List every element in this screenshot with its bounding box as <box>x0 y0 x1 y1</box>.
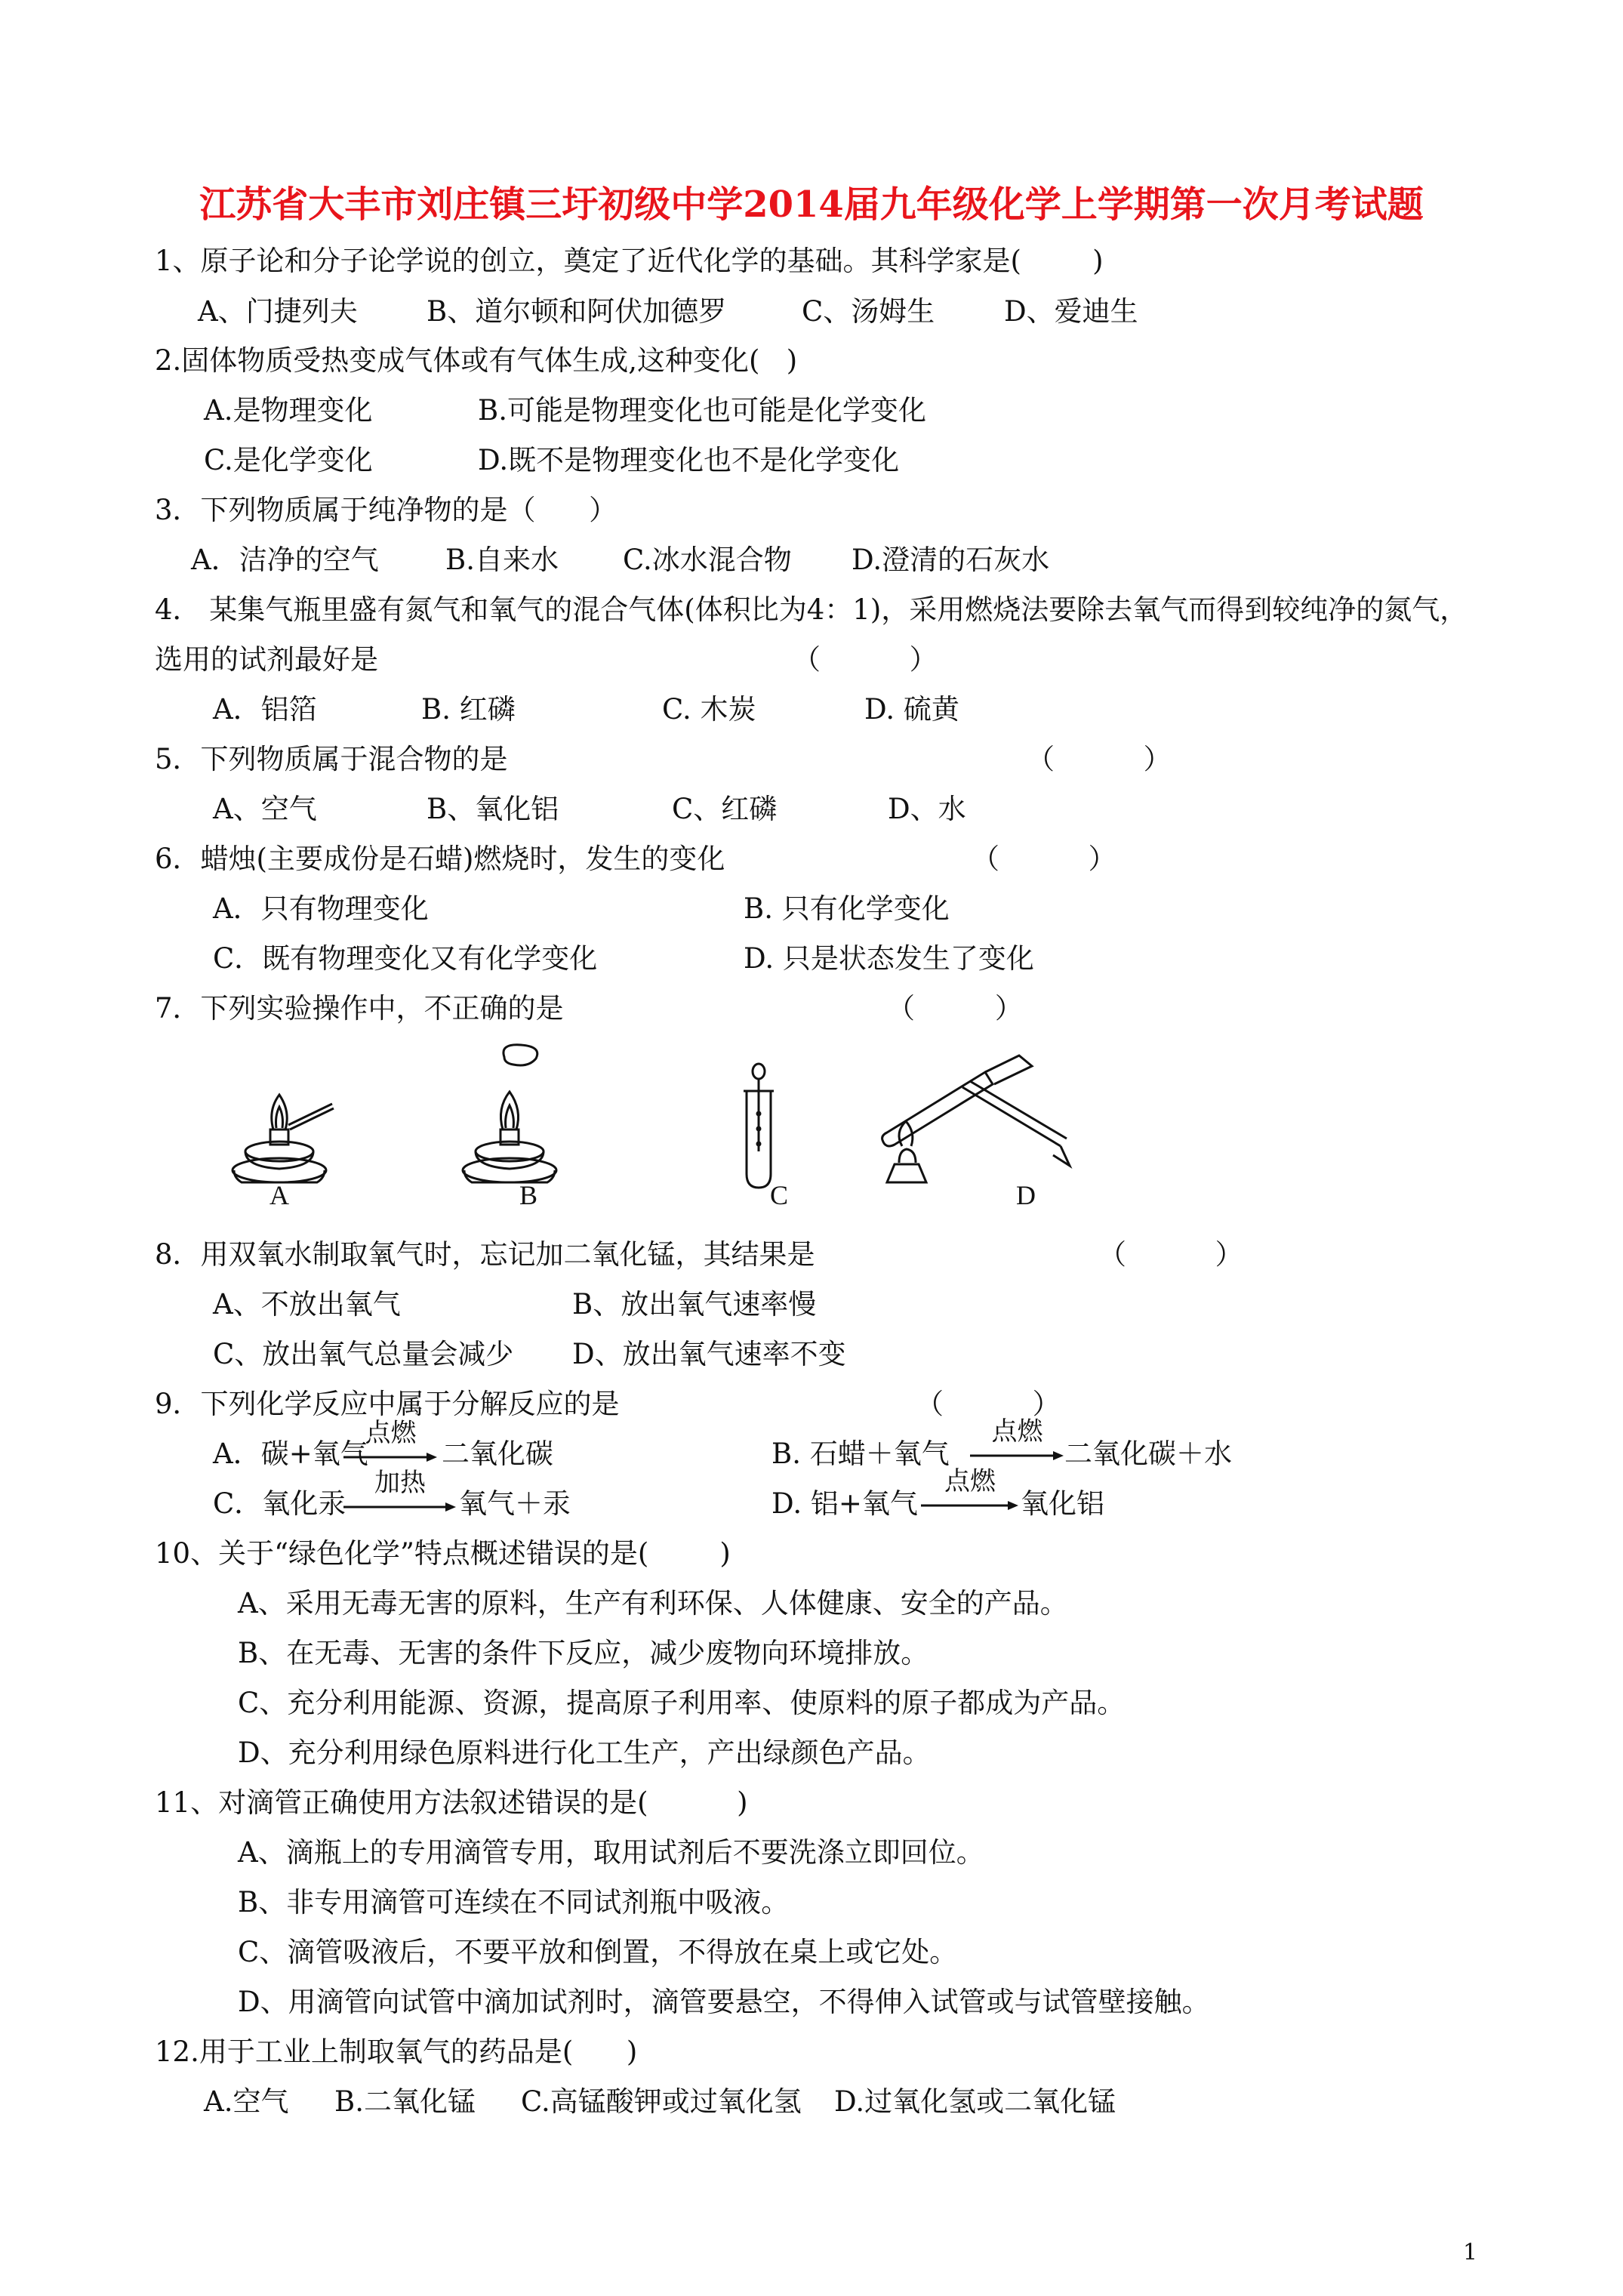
q5-option-b: B、氧化铝 <box>427 793 559 825</box>
q9-answer-paren: （ ） <box>916 1388 1061 1420</box>
heating-test-tube-figure <box>872 1049 1076 1189</box>
q9-option-c-arrow <box>343 1468 457 1516</box>
q3-option-d: D.澄清的石灰水 <box>852 544 1050 576</box>
q5-option-d: D、水 <box>888 793 966 825</box>
q9-option-c-condition: 加热 <box>374 1468 426 1498</box>
q9-option-a-reactants: A．碳+氧气 <box>213 1438 368 1470</box>
q4-answer-paren: （ ） <box>793 643 938 676</box>
q9-option-a-arrow <box>343 1418 438 1466</box>
q3-option-c: C.冰水混合物 <box>623 544 792 576</box>
q10-option-c: C、充分利用能源、资源，提高原子利用率、使原料的原子都成为产品。 <box>238 1687 1126 1719</box>
q12-option-b: B.二氧化锰 <box>334 2085 476 2118</box>
q9-option-b-condition: 点燃 <box>991 1416 1043 1447</box>
q8-option-b: B、放出氧气速率慢 <box>572 1288 817 1321</box>
q6-option-b: B. 只有化学变化 <box>744 892 950 925</box>
q12-option-c: C.高锰酸钾或过氧化氢 <box>521 2085 802 2118</box>
q2-option-c: C.是化学变化 <box>204 444 373 476</box>
q11-option-a: A、滴瓶上的专用滴管专用，取用试剂后不要洗涤立即回位。 <box>238 1836 984 1869</box>
q5-option-a: A、空气 <box>213 793 317 825</box>
q4-option-b: B. 红磷 <box>421 693 516 726</box>
q4-stem-cont: 选用的试剂最好是 <box>155 643 378 676</box>
q4-option-d: D. 硫黄 <box>864 693 959 726</box>
q7-answer-paren: （ ） <box>887 992 1023 1025</box>
q6-option-c: C．既有物理变化又有化学变化 <box>213 942 598 975</box>
page-number: 1 <box>1463 2239 1478 2266</box>
q4-option-c: C. 木炭 <box>662 693 756 726</box>
q10-option-d: D、充分利用绿色原料进行化工生产，产出绿颜色产品。 <box>238 1737 931 1769</box>
q1-option-d: D、爱迪生 <box>1004 295 1138 328</box>
q9-option-b-arrow <box>970 1416 1064 1465</box>
q12-stem: 12.用于工业上制取氧气的药品是( ) <box>155 2036 638 2068</box>
page-title: 江苏省大丰市刘庄镇三圩初级中学2014届九年级化学上学期第一次月考试题 <box>199 183 1424 226</box>
q11-stem: 11、对滴管正确使用方法叙述错误的是( ) <box>155 1786 748 1819</box>
q11-option-b: B、非专用滴管可连续在不同试剂瓶中吸液。 <box>238 1886 790 1918</box>
q5-answer-paren: （ ） <box>1027 743 1172 775</box>
q7-figure-label-c: C <box>770 1180 789 1210</box>
q9-option-c-reactants: C．氧化汞 <box>213 1487 346 1520</box>
q8-option-a: A、不放出氧气 <box>213 1288 401 1321</box>
q6-stem: 6．蜡烛(主要成份是石蜡)燃烧时，发生的变化 <box>155 843 725 875</box>
q9-option-d-condition: 点燃 <box>944 1466 996 1496</box>
q4-option-a: A．铝箔 <box>213 693 317 726</box>
q6-option-d: D. 只是状态发生了变化 <box>744 942 1034 975</box>
q12-option-d: D.过氧化氢或二氧化锰 <box>834 2085 1116 2118</box>
q8-answer-paren: （ ） <box>1098 1238 1243 1271</box>
q1-option-c: C、汤姆生 <box>802 295 935 328</box>
q3-option-b: B.自来水 <box>445 544 559 576</box>
q7-figure-label-b: B <box>519 1180 538 1210</box>
q5-stem: 5．下列物质属于混合物的是 <box>155 743 508 775</box>
q12-option-a: A.空气 <box>204 2085 289 2118</box>
q1-option-a: A、门捷列夫 <box>198 295 358 328</box>
q11-option-c: C、滴管吸液后，不要平放和倒置，不得放在桌上或它处。 <box>238 1936 958 1968</box>
q10-option-b: B、在无毒、无害的条件下反应，减少废物向环境排放。 <box>238 1637 929 1669</box>
q8-option-c: C、放出氧气总量会减少 <box>213 1338 514 1370</box>
dropper-test-tube-figure <box>736 1061 781 1193</box>
q10-option-a: A、采用无毒无害的原料，生产有利环保、人体健康、安全的产品。 <box>238 1587 1068 1620</box>
q3-stem: 3．下列物质属于纯净物的是（ ） <box>155 494 617 526</box>
q9-option-a-product: 二氧化碳 <box>442 1438 553 1470</box>
q9-option-b-reactants: B. 石蜡＋氧气 <box>771 1438 950 1470</box>
q5-option-c: C、红磷 <box>672 793 778 825</box>
q2-option-a: A.是物理变化 <box>204 394 373 427</box>
q9-option-d-product: 氧化铝 <box>1021 1487 1104 1520</box>
q9-stem: 9．下列化学反应中属于分解反应的是 <box>155 1388 620 1420</box>
q4-stem: 4． 某集气瓶里盛有氮气和氧气的混合气体(体积比为4：1)，采用燃烧法要除去氧气而得到较纯净的氮气， <box>155 593 1468 626</box>
q7-figure-label-d: D <box>1016 1180 1036 1210</box>
q2-option-b: B.可能是物理变化也可能是化学变化 <box>478 394 926 427</box>
q6-answer-paren: （ ） <box>972 843 1116 875</box>
q1-option-b: B、道尔顿和阿伏加德罗 <box>427 295 727 328</box>
q7-stem: 7．下列实验操作中，不正确的是 <box>155 992 564 1025</box>
alcohol-lamp-a-figure <box>226 1065 340 1189</box>
q8-stem: 8．用双氧水制取氧气时，忘记加二氧化锰，其结果是 <box>155 1238 815 1271</box>
alcohol-lamp-b-figure <box>453 1040 574 1191</box>
q3-option-a: A．洁净的空气 <box>191 544 379 576</box>
q9-option-d-reactants: D. 铝+氧气 <box>771 1487 918 1520</box>
q9-option-a-condition: 点燃 <box>365 1418 417 1448</box>
q10-stem: 10、关于“绿色化学”特点概述错误的是( ) <box>155 1537 731 1570</box>
q8-option-d: D、放出氧气速率不变 <box>572 1338 846 1370</box>
q2-option-d: D.既不是物理变化也不是化学变化 <box>478 444 900 476</box>
q6-option-a: A．只有物理变化 <box>213 892 429 925</box>
q2-stem: 2.固体物质受热变成气体或有气体生成,这种变化( ) <box>155 344 798 377</box>
q11-option-d: D、用滴管向试管中滴加试剂时，滴管要悬空，不得伸入试管或与试管壁接触。 <box>238 1986 1210 2018</box>
q9-option-c-product: 氧气＋汞 <box>459 1487 571 1520</box>
q7-figure-label-a: A <box>269 1180 289 1210</box>
q1-stem: 1、原子论和分子论学说的创立，奠定了近代化学的基础。其科学家是( ) <box>155 245 1104 277</box>
q9-option-b-product: 二氧化碳＋水 <box>1064 1438 1232 1470</box>
q9-option-d-arrow <box>921 1466 1019 1515</box>
